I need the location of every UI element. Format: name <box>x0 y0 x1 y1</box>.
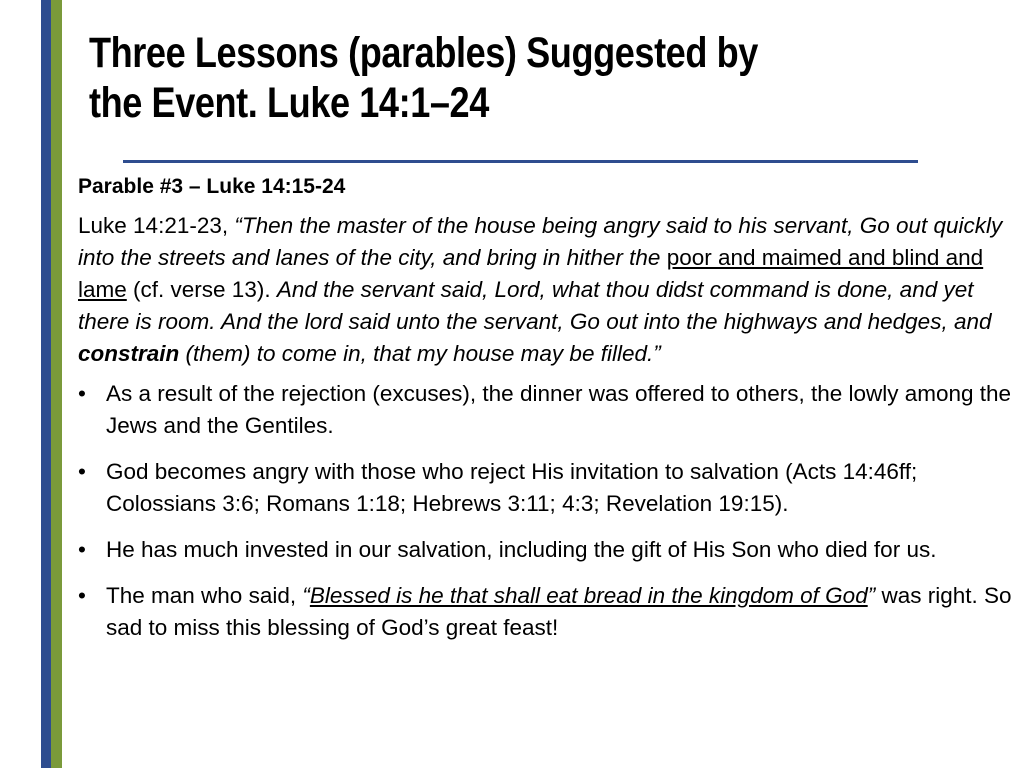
quote-italic-part-2: And the servant said, Lord, what thou didst command is done, and yet there is room. And the lord said unto the servant, Go out into the highways and hedges, and <box>78 277 992 334</box>
bullet-text-last <box>106 583 1012 640</box>
last-bullet-suffix: was right. So sad to miss this blessing of God’s great feast! <box>106 583 1012 640</box>
last-bullet-prefix: The man who said, <box>106 583 303 608</box>
bullet-marker: • <box>78 459 86 484</box>
bullet-item <box>78 456 1013 520</box>
slide-title-line-1: Three Lessons (parables) Suggested by <box>89 29 758 77</box>
quote-cross-reference: (cf. verse 13). <box>126 277 277 302</box>
quote-bold-word: constrain <box>78 341 180 366</box>
bullet-marker: • <box>78 537 86 562</box>
slide-title <box>89 28 845 128</box>
quote-italic-part-3: (them) to come in, that my house may be filled.” <box>179 341 661 366</box>
bullet-marker: • <box>78 381 86 406</box>
bullet-list <box>78 378 1013 644</box>
bullet-item <box>78 378 1013 442</box>
bullet-text: He has much invested in our salvation, including the gift of His Son who died for us. <box>106 537 937 562</box>
bullet-item <box>78 534 1013 566</box>
last-bullet-close-quote: ” <box>867 583 876 608</box>
last-bullet-underlined-quote: Blessed is he that shall eat bread in the kingdom of God <box>309 583 868 608</box>
bullet-marker: • <box>78 583 86 608</box>
left-accent-bar-green <box>51 0 62 768</box>
last-bullet-open-quote: “ <box>302 583 310 608</box>
scripture-quote <box>78 210 1013 370</box>
left-accent-bar-blue <box>41 0 51 768</box>
parable-heading: Parable #3 – Luke 14:15-24 <box>78 175 346 198</box>
quote-reference: Luke 14:21-23, <box>78 213 235 238</box>
slide-title-line-2: the Event. Luke 14:1–24 <box>89 79 489 127</box>
bullet-text: As a result of the rejection (excuses), the dinner was offered to others, the lowly among the Jews and the Gentiles. <box>106 381 1012 438</box>
bullet-item <box>78 580 1013 644</box>
slide-body <box>78 172 1013 658</box>
bullet-text: God becomes angry with those who reject His invitation to salvation (Acts 14:46ff; Colossians 3:6; Romans 1:18; Hebrews 3:11; 4:3; Revelation 19:15). <box>106 459 918 516</box>
title-underline-rule <box>123 160 918 163</box>
quote-underlined-phrase: poor and maimed and blind and lame <box>78 245 984 302</box>
quote-italic-part-1: “Then the master of the house being angry said to his servant, Go out quickly into the streets and lanes of the city, and bring in hither the <box>78 213 1003 270</box>
